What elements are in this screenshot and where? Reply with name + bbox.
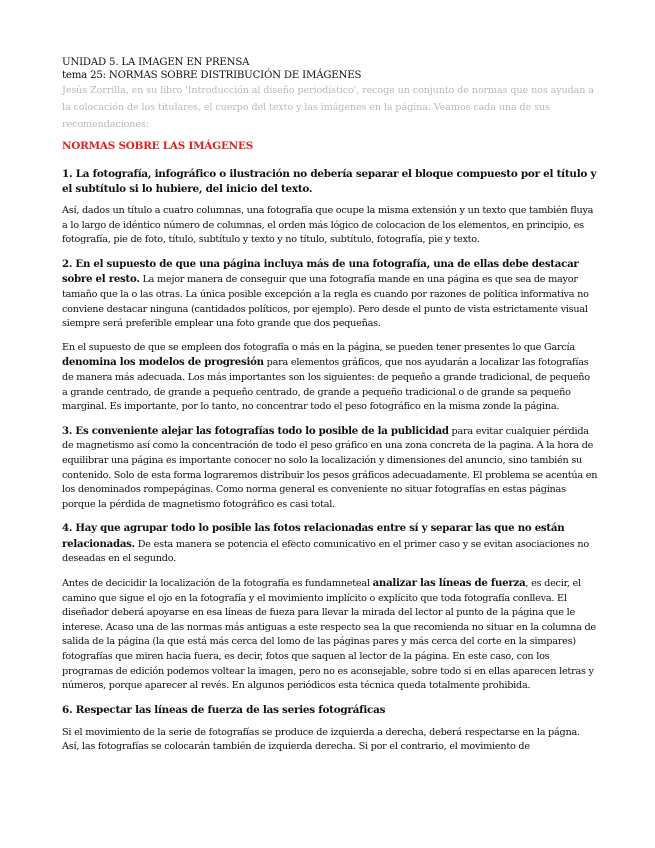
unit-title: UNIDAD 5. LA IMAGEN EN PRENSA [62,57,250,68]
rule3-lead: 3. Es conveniente alejar las fotografías todo lo posible de la publicidad [62,424,449,437]
rule2-paragraph [62,257,598,332]
rule2-p2-end: para elementos gráficos, que nos ayudarán a localizar las fotografías de manera más adecuada. Los más importantes son los siguientes: de pequeño a grande tradicional, de pequeño a grande centrado, de grande a pequeño centrado, de grande a pequeño tradicional o de grande sa pequeño marginal. Es importante, por lo tanto, no concentrar todo el peso fotográfico en la misma zonde la página. [62,357,590,413]
rule4-paragraph [62,521,598,567]
rule1-title: 1. La fotografía, infográfico o ilustración no debería separar el bloque compuesto por el título y el subtítulo si lo hubiere, del inicio del texto. [62,168,597,195]
rule4-paragraph-2 [62,576,598,694]
rule4-p2-start: Antes de decicidir la localización de la fotografía es fundamneteal [62,578,373,590]
intro-paragraph: Jesús Zorrilla, en su libro 'Introducción al diseño periodístico', recoge un conjunto de normas que nos ayudan a la colocación de los titulares, el cuerpo del texto y las imágenes en la página. Veamos cada una de sus recomendaciones: [62,85,594,130]
section-title: NORMAS SOBRE LAS IMÁGENES [62,140,254,152]
rule4-body: De esta manera se potencia el efecto comunicativo en el primer caso y se evitan asociaciones no deseadas en el segundo. [62,538,589,565]
rule4-p2-end: , es decir, el camino que sigue el ojo en la fotografía y el movimiento implícito o explícito que toda fotografía conlleva. El diseñador deberá apoyarse en esa líneas de fueza para llevar la mirada del lector al punto de la página que le interese. Acaso una de las normas más antiguas a este respecto sea la que recomienda no situar en la columna de salida de la página (la que está más cerca del lomo de las páginas pares y más cerca del corte en la simpares) fotografías que miren hacia fuera, es decir, fotos que saquen al lector de la página. En este caso, con los programas de edición podemos voltear la imagen, pero no es aconsejable, sobre todo si en ellas aparecen letras y números, porque aparecer al revés. En algunos periódicos esta técnica queda totalmente prohibida. [62,578,596,692]
rule6-title: 6. Respectar las líneas de fuerza de las series fotográficas [62,703,386,716]
rule2-body: La mejor manera de conseguir que una fotografía mande en una página es que sea de mayor tamaño que la o las otras. La única posible excepción a la regla es cuando por razones de política informativa no conviene destacar ninguna (cantidados políticos, por ejemplo). Pero desde el punto de vista estrictamente visual siempre será preferible emplear una foto grande que dos pequeñas. [62,274,589,330]
rule4-lead: 4. Hay que agrupar todo lo posible las fotos relacionadas entre sí y separar las que no están relacionadas. [62,522,565,550]
rule3-paragraph [62,424,598,513]
rule1-body: Así, dados un título a cuatro columnas, una fotografía que ocupe la misma extensión y un texto que también fluya a lo largo de idéntico número de columnas, el orden más lógico de colocacion de los elementos, en principio, es fotografía, pie de foto, título, subtítulo y texto y no título, subtítulo, fotografía, pie y texto. [62,205,594,246]
rule4-p2-bold: analizar las líneas de fuerza [372,577,526,590]
rule2-lead: 2. En el supuesto de que una página incluya más de una fotografía, una de ellas debe destacar sobre el resto. [62,257,579,286]
rule2-p2-bold: denomina los modelos de progresión [62,356,264,369]
rule2-p2-start: En el supuesto de que se empleen dos fotografía o más en la página, se pueden tener presentes lo que García [62,341,575,353]
topic-title: tema 25: NORMAS SOBRE DISTRIBUCIÓN DE IMÁGENES [62,70,362,81]
rule3-body: para evitar cualquier pérdida de magnetismo así como la concentración de todo el peso gráfico en una zona concreta de la pagina. A la hora de equilibrar una página es importante conocer no solo la localización y dimensiones del anuncio, sino también su contenido. Solo de esta forma lograremos distribuir los pesos gráficos adecuadamente. El problema se acentúa en los denominados rompepáginas. Como norma general es conveniente no situar fotografías en estas páginas porque la pérdida de magnetismo fotográfico es casi total. [62,425,598,510]
document-content [62,56,598,764]
rule2-paragraph-2 [62,341,598,415]
rule6-body: Si el movimiento de la serie de fotografías se produce de izquierda a derecha, deberá respectarse en la págna. Así, las fotografías se colocarán también de izquierda derecha. Si por el contrario, el movimiento de [62,726,580,753]
